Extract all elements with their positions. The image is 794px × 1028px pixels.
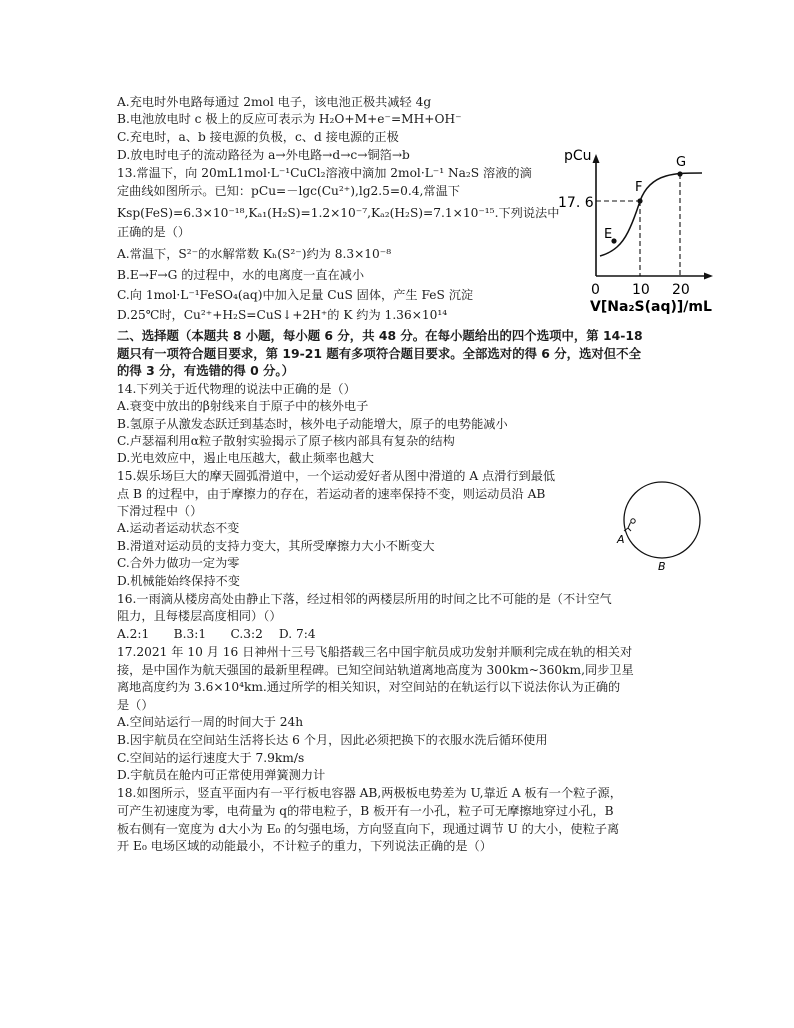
q13-option-d: D.25℃时，Cu²⁺+H₂S=CuS↓+2H⁺的 K 约为 1.36×10¹⁴	[117, 308, 448, 322]
point-f-marker	[637, 198, 642, 203]
section2-header-line2: 题只有一项符合题目要求，第 19-21 题有多项符合题目要求。全部选对的得 6 分，选对但不全	[117, 346, 641, 361]
x-tick-10: 10	[632, 282, 650, 298]
q13-option-c: C.向 1mol·L⁻¹FeSO₄(aq)中加入足量 CuS 固体，产生 FeS 沉淀	[117, 288, 474, 302]
q18-stem-line1: 18.如图所示，竖直平面内有一平行板电容器 AB,两极板电势差为 U,靠近 A 板有一个粒子源，	[117, 786, 622, 800]
q13-option-a: A.常温下，S²⁻的水解常数 Kₕ(S²⁻)约为 8.3×10⁻⁸	[117, 247, 392, 261]
section2-header-line1: 二、选择题（本题共 8 小题，每小题 6 分，共 48 分。在每小题给出的四个选项中，第 14-18	[117, 328, 643, 343]
q15-option-b: B.滑道对运动员的支持力变大，其所受摩擦力大小不断变大	[117, 539, 435, 553]
titration-curve	[600, 173, 702, 256]
q13-stem-line4: 正确的是（）	[117, 225, 191, 239]
q13-option-b: B.E→F→G 的过程中，水的电离度一直在减小	[117, 268, 365, 282]
q17-stem-line3: 离地高度约为 3.6×10⁴km.通过所学的相关知识，对空间站的在轨运行以下说法你认为正确的	[117, 680, 621, 694]
q18-stem-line4: 开 E₀ 电场区域的动能最小，不计粒子的重力，下列说法正确的是（）	[117, 839, 492, 853]
y-axis-label: pCu	[564, 148, 592, 164]
rider-icon	[624, 519, 635, 531]
section2-header-line3: 的得 3 分，有选错的得 0 分。）	[117, 363, 294, 378]
q18-stem-line3: 板右侧有一宽度为 d大小为 E₀ 的匀强电场，方向竖直向下，现通过调节 U 的大小，使粒子离	[117, 822, 620, 836]
q14-option-b: B.氢原子从激发态跃迁到基态时，核外电子动能增大，原子的电势能减小	[117, 417, 508, 431]
x-axis-arrow	[704, 273, 713, 280]
point-e-label: E	[604, 227, 613, 242]
point-b-label: B	[658, 560, 666, 573]
q15-stem-line3: 下滑过程中（）	[117, 504, 203, 518]
q13-stem-line3: Ksp(FeS)=6.3×10⁻¹⁸,Kₐ₁(H₂S)=1.2×10⁻⁷,Kₐ₂(H₂S)=7.1×10⁻¹⁵.下列说法中	[117, 206, 560, 220]
q17-option-d: D.宇航员在舱内可正常使用弹簧测力计	[117, 768, 326, 782]
q17-stem-line4: 是（）	[117, 698, 154, 712]
q17-option-c: C.空间站的运行速度大于 7.9km/s	[117, 751, 305, 765]
q17-stem-line2: 接，是中国作为航天强国的最新里程碑。已知空间站轨道离地高度为 300km~360km,同步卫星	[117, 663, 634, 677]
q12-option-d: D.放电时电子的流动路径为 a→外电路→d→c→铜箔→b	[117, 148, 410, 162]
q17-stem-line1: 17.2021 年 10 月 16 日神州十三号飞船搭载三名中国宇航员成功发射并顺利完成在轨的相关对	[117, 645, 633, 659]
q12-option-b: B.电池放电时 c 极上的反应可表示为 H₂O+M+e⁻=MH+OH⁻	[117, 112, 462, 126]
pcu-titration-figure	[556, 140, 756, 315]
q16-options: A.2:1 B.3:1 C.3:2 D. 7:4	[117, 627, 316, 641]
y-tick-17-6: 17. 6	[558, 195, 594, 211]
y-axis-arrow	[593, 154, 600, 163]
q16-stem-line2: 阻力，且每楼层高度相同）（）	[117, 609, 282, 623]
q14-option-d: D.光电效应中，遏止电压越大，截止频率也越大	[117, 451, 374, 465]
q15-stem-line2: 点 B 的过程中，由于摩擦力的存在，若运动者的速率保持不变，则运动员沿 AB	[117, 487, 546, 501]
q15-option-d: D.机械能始终保持不变	[117, 574, 240, 588]
q17-option-a: A.空间站运行一周的时间大于 24h	[117, 715, 304, 729]
x-tick-0: 0	[591, 282, 600, 298]
q17-option-b: B.因宇航员在空间站生活将长达 6 个月，因此必须把换下的衣服水洗后循环使用	[117, 733, 548, 747]
q15-stem-line1: 15.娱乐场巨大的摩天圆弧滑道中，一个运动爱好者从图中滑道的 A 点滑行到最低	[117, 469, 556, 483]
q18-stem-line2: 可产生初速度为零，电荷量为 q的带电粒子，B 板开有一小孔，粒子可无摩擦地穿过小孔，B	[117, 804, 614, 818]
q14-option-a: A.衰变中放出的β射线来自于原子中的核外电子	[117, 399, 369, 413]
q12-option-c: C.充电时，a、b 接电源的负极，c、d 接电源的正极	[117, 130, 399, 144]
q14-option-c: C.卢瑟福利用α粒子散射实验揭示了原子核内部具有复杂的结构	[117, 434, 455, 448]
q13-stem-line1: 13.常温下，向 20mL1mol·L⁻¹CuCl₂溶液中滴加 2mol·L⁻¹ Na₂S 溶液的滴	[117, 166, 532, 180]
q15-option-a: A.运动者运动状态不变	[117, 521, 240, 535]
point-g-marker	[677, 171, 682, 176]
point-f-label: F	[635, 180, 643, 195]
point-g-label: G	[676, 155, 687, 170]
x-tick-20: 20	[672, 282, 690, 298]
circular-slide-figure	[612, 476, 712, 576]
q16-stem-line1: 16.一雨滴从楼房高处由静止下落，经过相邻的两楼层所用的时间之比不可能的是（不计空气	[117, 592, 612, 606]
point-a-label: A	[617, 533, 625, 546]
q12-option-a: A.充电时外电路每通过 2mol 电子，该电池正极共减轻 4g	[117, 95, 432, 109]
q13-stem-line2: 定曲线如图所示。已知：pCu=－lgc(Cu²⁺),lg2.5=0.4,常温下	[117, 184, 460, 198]
x-axis-label: V[Na₂S(aq)]/mL	[590, 299, 712, 315]
q14-stem: 14.下列关于近代物理的说法中正确的是（）	[117, 382, 356, 396]
q15-option-c: C.合外力做功一定为零	[117, 556, 240, 570]
